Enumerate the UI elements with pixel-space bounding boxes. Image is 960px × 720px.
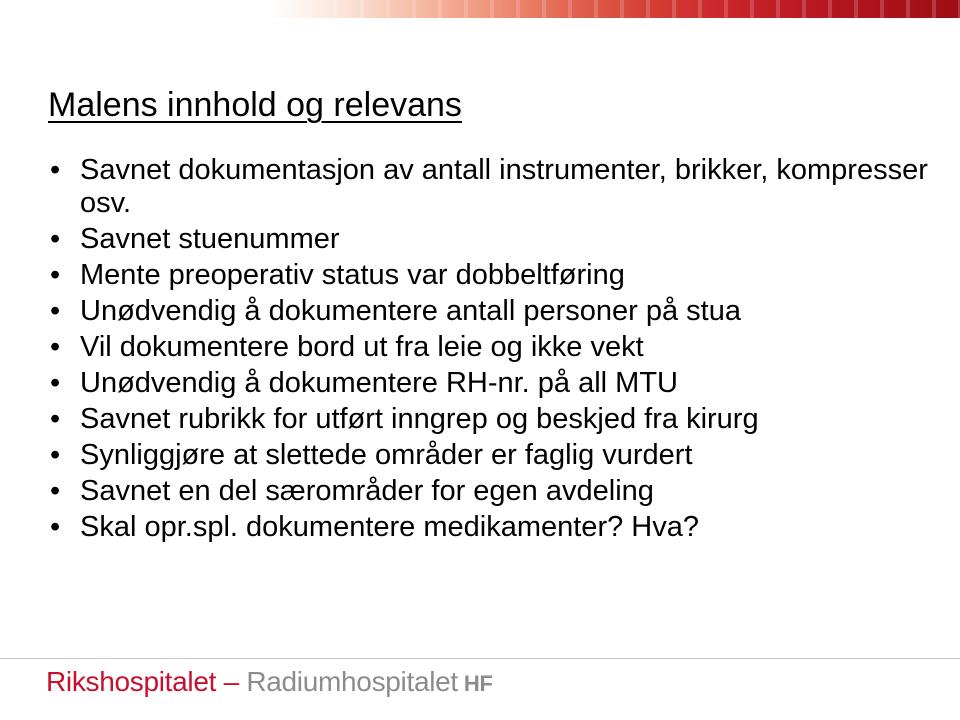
bullet-item: • Synliggjøre at slettede områder er faglig vurdert	[50, 439, 930, 472]
logo-rikshospitalet: Rikshospitalet	[46, 666, 217, 697]
bullet-item: • Vil dokumentere bord ut fra leie og ikke vekt	[50, 331, 930, 364]
bullet-item: • Skal opr.spl. dokumentere medikamenter? Hva?	[50, 511, 930, 544]
logo-hf: HF	[463, 671, 493, 696]
footer-divider	[0, 658, 960, 659]
logo-radiumhospitalet: Radiumhospitalet	[246, 666, 458, 697]
top-decorative-bar	[0, 0, 960, 18]
logo-separator: –	[216, 666, 247, 697]
slide-title: Malens innhold og relevans	[48, 86, 462, 124]
hospital-logo	[46, 666, 493, 698]
bullet-item: • Savnet rubrikk for utført inngrep og beskjed fra kirurg	[50, 403, 930, 436]
bullet-item: • Savnet en del særområder for egen avdeling	[50, 475, 930, 508]
bullet-item: • Unødvendig å dokumentere antall personer på stua	[50, 295, 930, 328]
bullet-list	[50, 154, 930, 547]
bullet-item: • Mente preoperativ status var dobbeltføring	[50, 259, 930, 292]
bullet-item: • Savnet stuenummer	[50, 223, 930, 256]
bullet-item: • Savnet dokumentasjon av antall instrumenter, brikker, kompresser osv.	[50, 154, 930, 220]
bullet-item: • Unødvendig å dokumentere RH-nr. på all MTU	[50, 367, 930, 400]
